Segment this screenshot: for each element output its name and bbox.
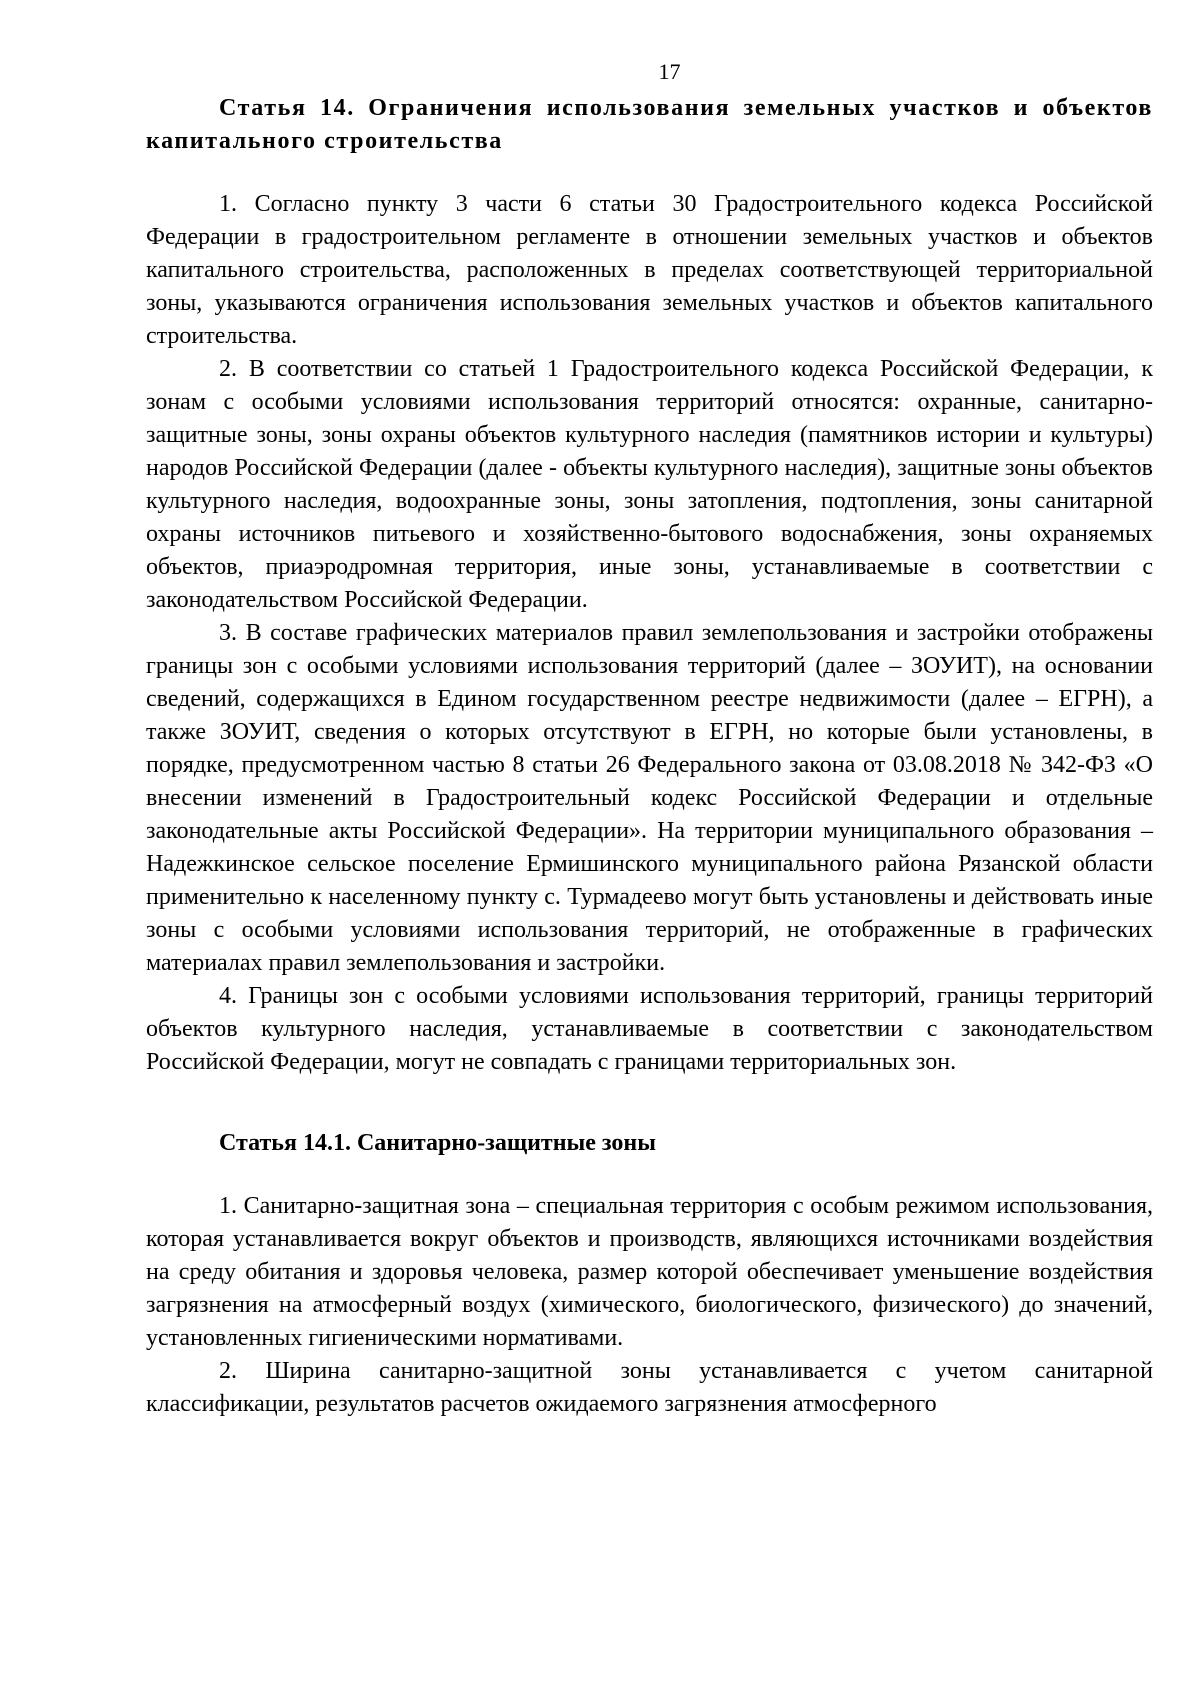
article-14-paragraph-1: 1. Согласно пункту 3 части 6 статьи 30 Градостроительного кодекса Российской Федерации в градостроительном регламенте в отношении земельных участков и объектов капитального строительства, расположенных в пределах соответствующей территориальной зоны, указываются ограничения использования земельных участков и объектов капитального строительства. [146,191,1153,349]
article-14-paragraph-4: 4. Границы зон с особыми условиями использования территорий, границы территорий объектов культурного наследия, устанавливаемые в соответствии с законодательством Российской Федерации, могут не совпадать с границами территориальных зон. [146,983,1153,1075]
article-14-1-heading: Статья 14.1. Санитарно-защитные зоны [219,1130,656,1156]
spacer [146,158,1153,188]
article-14-heading: Статья 14. Ограничения использования земельных участков и объектов капитального строительства [146,95,1153,154]
page-number: 17 [658,59,681,84]
document-page [146,58,1153,1421]
article-14-paragraph-2: 2. В соответствии со статьей 1 Градостроительного кодекса Российской Федерации, к зонам с особыми условиями использования территорий относятся: охранные, санитарно-защитные зоны, зоны охраны объектов культурного наследия (памятников истории и культуры) народов Российской Федерации (далее - объекты культурного наследия), защитные зоны объектов культурного наследия, водоохранные зоны, зоны затопления, подтопления, зоны санитарной охраны источников питьевого и хозяйственно-бытового водоснабжения, зоны охраняемых объектов, приаэродромная территория, иные зоны, устанавливаемые в соответствии с законодательством Российской Федерации. [146,356,1153,613]
spacer [146,1160,1153,1190]
article-14-1-paragraph-2: 2. Ширина санитарно-защитной зоны устанавливается с учетом санитарной классификации, результатов расчетов ожидаемого загрязнения атмосферного [146,1358,1153,1417]
article-14-paragraph-3: 3. В составе графических материалов правил землепользования и застройки отображены границы зон с особыми условиями использования территорий (далее – ЗОУИТ), на основании сведений, содержащихся в Едином государственном реестре недвижимости (далее – ЕГРН), а также ЗОУИТ, сведения о которых отсутствуют в ЕГРН, но которые были установлены, в порядке, предусмотренном частью 8 статьи 26 Федерального закона от 03.08.2018 № 342-ФЗ «О внесении изменений в Градостроительный кодекс Российской Федерации и отдельные законодательные акты Российской Федерации». На территории муниципального образования – Надежкинское сельское поселение Ермишинского муниципального района Рязанской области применительно к населенному пункту с. Турмадеево могут быть установлены и действовать иные зоны с особыми условиями использования территорий, не отображенные в графических материалах правил землепользования и застройки. [146,620,1153,976]
article-14-1-paragraph-1: 1. Санитарно-защитная зона – специальная территория с особым режимом использования, которая устанавливается вокруг объектов и производств, являющихся источниками воздействия на среду обитания и здоровья человека, размер которой обеспечивает уменьшение воздействия загрязнения на атмосферный воздух (химического, биологического, физического) до значений, установленных гигиеническими нормативами. [146,1193,1153,1351]
